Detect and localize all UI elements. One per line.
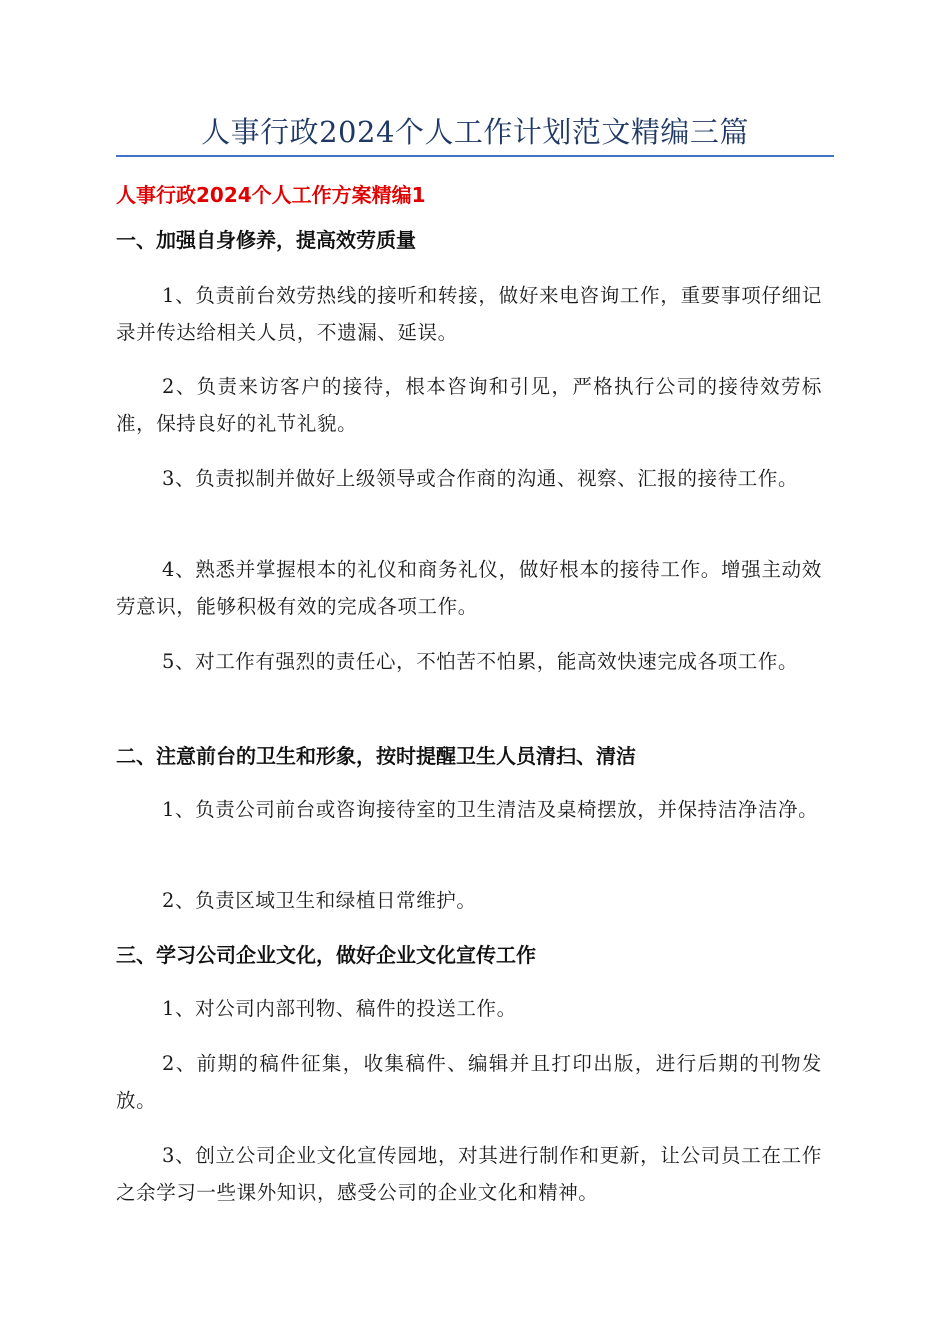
paragraph-1-1: 1、负责前台效劳热线的接听和转接，做好来电咨询工作，重要事项仔细记录并传达给相关人员，不遗漏、延误。 bbox=[116, 284, 822, 344]
paragraph-3-2: 2、前期的稿件征集，收集稿件、编辑并且打印出版，进行后期的刊物发放。 bbox=[116, 1052, 822, 1112]
heading-3: 三、学习公司企业文化，做好企业文化宣传工作 bbox=[116, 943, 536, 967]
paragraph-3-3: 3、创立公司企业文化宣传园地，对其进行制作和更新，让公司员工在工作之余学习一些课外知识，感受公司的企业文化和精神。 bbox=[116, 1144, 822, 1204]
paragraph-2-1: 1、负责公司前台或咨询接待室的卫生清洁及桌椅摆放，并保持洁净洁净。 bbox=[162, 798, 819, 821]
document-title: 人事行政2024个人工作计划范文精编三篇 bbox=[201, 115, 749, 149]
section-title: 人事行政2024个人工作方案精编1 bbox=[116, 183, 426, 207]
title-underline bbox=[116, 155, 834, 157]
paragraph-1-2: 2、负责来访客户的接待，根本咨询和引见，严格执行公司的接待效劳标准，保持良好的礼节礼貌。 bbox=[116, 375, 822, 435]
paragraph-2-2: 2、负责区域卫生和绿植日常维护。 bbox=[162, 889, 477, 912]
paragraph-1-4: 4、熟悉并掌握根本的礼仪和商务礼仪，做好根本的接待工作。增强主动效劳意识，能够积极有效的完成各项工作。 bbox=[116, 558, 822, 618]
paragraph-1-3: 3、负责拟制并做好上级领导或合作商的沟通、视察、汇报的接待工作。 bbox=[162, 467, 799, 490]
heading-1: 一、加强自身修养，提高效劳质量 bbox=[116, 228, 416, 252]
paragraph-3-1: 1、对公司内部刊物、稿件的投送工作。 bbox=[162, 997, 517, 1020]
paragraph-1-5: 5、对工作有强烈的责任心，不怕苦不怕累，能高效快速完成各项工作。 bbox=[162, 650, 799, 673]
heading-2: 二、注意前台的卫生和形象，按时提醒卫生人员清扫、清洁 bbox=[116, 744, 636, 768]
